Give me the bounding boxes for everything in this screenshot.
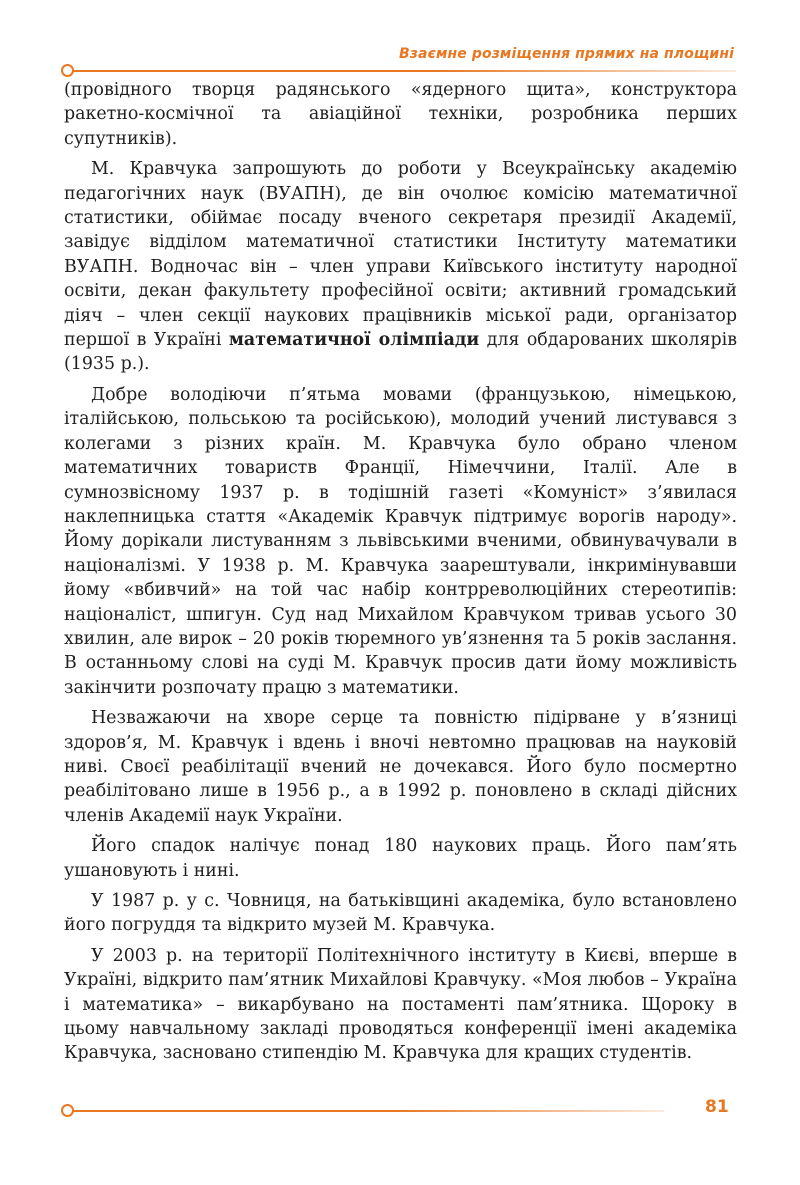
paragraph-1: (провідного творця радянського «ядерного щита», конструктора ракетно-космічної та авіаційної техніки, розробника перших супутників). — [64, 80, 737, 149]
paragraph-3: Добре володіючи п’ятьма мовами (французькою, німецькою, італійською, польською та російською), молодий учений листувався з колегами з різних країн. М. Кравчука було обрано членом математичних товариств Франції, Німеччини, Італії. Але в сумнозвісному 1937 р. в тодішній газеті «Комуніст» з’явилася наклепницька стаття «Академік Кравчук підтримує ворогів народу». Йому дорікали листуванням з львівськими вченими, обвинувачували в націоналізмі. У 1938 р. М. Кравчука заарештували, інкримінувавши йому «вбивчий» на той час набір контрреволюційних стереотипів: націоналіст, шпигун. Суд над Михайлом Кравчуком тривав усього 30 хвилин, але вирок – 20 років тюремного ув’язнення та 5 років заслання. В останньому слові на суді М. Кравчук просив дати йому можливість закінчити розпочату працю з математики. — [64, 384, 737, 698]
paragraph-2 — [64, 157, 737, 377]
footer-rule — [64, 1110, 664, 1112]
paragraph-7: У 2003 р. на території Політехнічного інституту в Києві, вперше в Україні, відкрито пам’ятник Михайлові Кравчуку. «Моя любов – Україна і математика» – викарбувано на постаменті пам’ятника. Щороку в цьому навчальному закладі проводяться конференції імені академіка Кравчука, засновано стипендію М. Кравчука для кращих студентів. — [64, 945, 737, 1064]
paragraph-2-bold-term: математичної олімпіади — [228, 330, 480, 351]
running-header-title: Взаємне розміщення прямих на площині — [399, 46, 734, 62]
paragraph-2-text-b: для обдарованих школярів (1935 р.). — [64, 330, 738, 375]
paragraph-6: У 1987 р. у с. Човниця, на батьківщині академіка, було встановлено його погруддя та відкрито музей М. Кравчука. — [64, 891, 737, 936]
paragraph-5: Його спадок налічує понад 180 наукових праць. Його пам’ять ушановують і нині. — [64, 836, 737, 881]
paragraph-4: Незважаючи на хворе серце та повністю підірване у в’язниці здоров’я, М. Кравчук і вдень і вночі невтомно працював на науковій ниві. Своєї реабілітації вчений не дочекався. Його було посмертно реабілітовано лише в 1956 р., а в 1992 р. поновлено в складі дійсних членів Академії наук України. — [64, 708, 737, 826]
page-body — [64, 78, 737, 1072]
paragraph-2-text-a: М. Кравчука запрошують до роботи у Всеукраїнську академію педагогічних наук (ВУАПН), де він очолює комісію математичної статистики, обіймає посаду вченого секретаря президії Академії, завідує відділом математичної статистики Інституту математики ВУАПН. Водночас він – член управи Київського інституту народної освіти, декан факультету професійної освіти; активний громадський діяч – член секції наукових працівників міської ради, організатор першої в Україні — [64, 159, 737, 351]
page-number: 81 — [705, 1097, 729, 1117]
footer-rule-dot — [61, 1104, 74, 1117]
header-rule — [64, 70, 736, 72]
header-rule-dot — [61, 64, 74, 77]
